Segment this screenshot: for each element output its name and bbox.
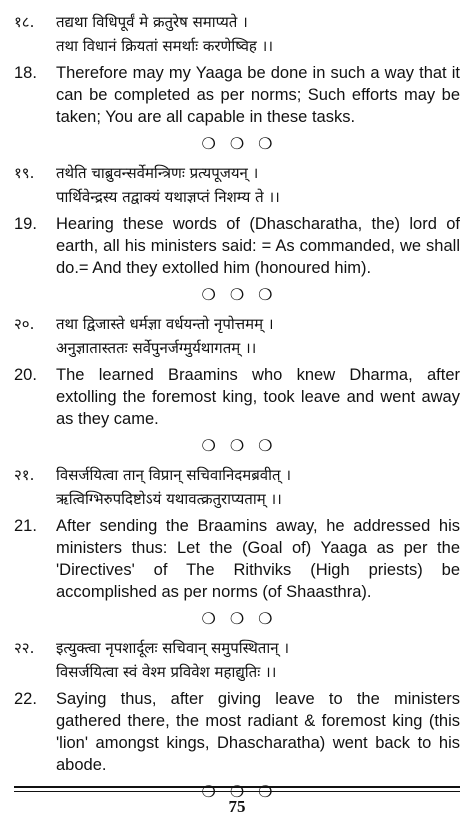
circle-separator-icon: ❍❍❍ (201, 782, 287, 801)
verse-block (14, 161, 460, 304)
verse-line: तथा द्विजास्ते धर्मज्ञा वर्धयन्तो नृपोत्तमम् । (56, 315, 274, 333)
footer-rule-thin (14, 791, 460, 792)
translation (14, 515, 460, 603)
verse-line: पार्थिवेन्द्रस्य तद्वाक्यं यथाज्ञप्तं निशम्य ते ।। (56, 188, 280, 206)
translation-text: Therefore may my Yaaga be done in such a way that it can be completed as per norms; Such efforts may be taken; You are all capable in these tasks. (56, 64, 460, 126)
verse-block (14, 636, 460, 801)
verse-line: विसर्जयित्वा स्वं वेश्म प्रविवेश महाद्युतिः ।। (56, 663, 277, 681)
verse-list (14, 10, 460, 801)
translation-text: Hearing these words of (Dhascharatha, the) lord of earth, all his ministers said: = As commanded, we shall do.= And they extolled him (honoured him). (56, 215, 460, 277)
circle-separator-icon: ❍❍❍ (201, 134, 287, 153)
sanskrit-verse (14, 161, 460, 209)
translation (14, 62, 460, 128)
verse-number: २०. (14, 315, 35, 333)
translation-text: Saying thus, after giving leave to the ministers gathered there, the most radiant & foremost king (this 'lion' amongst kings, Dhascharatha) went back to his abode. (56, 690, 460, 774)
verse-line: तथेति चाब्रुवन्सर्वेमन्त्रिणः प्रत्यपूजयन् । (56, 164, 259, 182)
circle-separator-icon: ❍❍❍ (201, 436, 287, 455)
translation-number: 22. (14, 690, 37, 708)
verse-block (14, 463, 460, 628)
verse-line: तद्यथा विधिपूर्वं मे क्रतुरेष समाप्यते । (56, 13, 248, 31)
verse-number: १९. (14, 164, 35, 182)
translation-text: After sending the Braamins away, he addressed his ministers thus: Let the (Goal of) Yaaga as per the 'Directives' of The Rithviks (High priests) be accomplished as per norms (of Shaasthra). (56, 517, 460, 601)
translation (14, 688, 460, 776)
translation-number: 19. (14, 215, 37, 233)
verse-line: अनुज्ञातास्ततः सर्वेपुनर्जग्मुर्यथागतम् ।। (56, 339, 257, 357)
verse-line: तथा विधानं क्रियतां समर्थाः करणेष्विह ।। (56, 37, 274, 55)
circle-separator-icon: ❍❍❍ (201, 609, 287, 628)
circle-separator-icon: ❍❍❍ (201, 285, 287, 304)
sanskrit-verse (14, 312, 460, 360)
verse-block (14, 10, 460, 153)
footer-rule-thick (14, 786, 460, 788)
verse-block (14, 312, 460, 455)
verse-line: इत्युक्त्वा नृपशार्दूलः सचिवान् समुपस्थितान् । (56, 639, 290, 657)
verse-number: २१. (14, 466, 35, 484)
sanskrit-verse (14, 463, 460, 511)
verse-number: १८. (14, 13, 35, 31)
translation-number: 21. (14, 517, 37, 535)
translation (14, 213, 460, 279)
sanskrit-verse (14, 10, 460, 58)
verse-line: ऋत्विग्भिरुपदिष्टोऽयं यथावत्क्रतुराप्यताम् ।। (56, 490, 282, 508)
verse-number: २२. (14, 639, 35, 657)
translation-text: The learned Braamins who knew Dharma, after extolling the foremost king, took leave and went away as they came. (56, 366, 460, 428)
translation-number: 20. (14, 366, 37, 384)
page-number: 75 (228, 797, 246, 816)
verse-line: विसर्जयित्वा तान् विप्रान् सचिवानिदमब्रवीत् । (56, 466, 292, 484)
translation (14, 364, 460, 430)
translation-number: 18. (14, 64, 37, 82)
sanskrit-verse (14, 636, 460, 684)
